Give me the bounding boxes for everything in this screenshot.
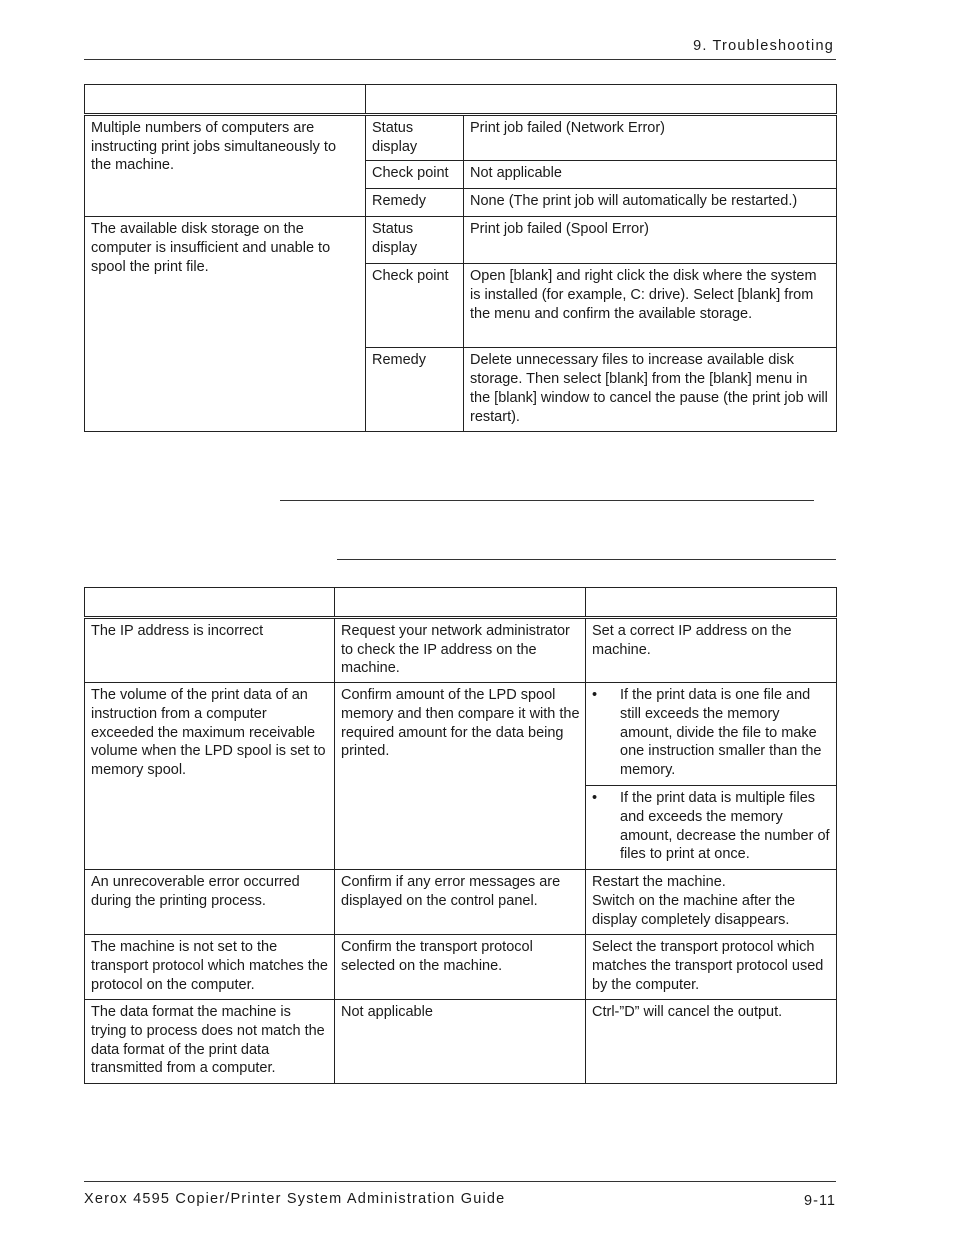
header-cell-cause bbox=[85, 85, 366, 115]
heading-rule-1 bbox=[280, 500, 814, 501]
error-table-1 bbox=[84, 84, 837, 432]
row-text: Print job failed (Network Error) bbox=[464, 115, 837, 161]
header-cell-remedy bbox=[586, 588, 837, 618]
header-cell-cause bbox=[85, 588, 335, 618]
bullet-text: If the print data is multiple files and exceeds the memory amount, decrease the number of files to print at once. bbox=[620, 790, 830, 863]
footer-title: Xerox 4595 Copier/Printer System Administration Guide bbox=[84, 1191, 506, 1207]
table-row bbox=[85, 683, 837, 786]
header-rule bbox=[84, 59, 836, 60]
bullet-glyph: • bbox=[592, 687, 598, 704]
remedy-cell: Set a correct IP address on the machine. bbox=[586, 618, 837, 683]
page-number: 9-11 bbox=[804, 1193, 836, 1209]
running-header: 9. Troubleshooting bbox=[693, 38, 834, 54]
remedy-cell bbox=[586, 870, 837, 935]
table-header-row bbox=[85, 588, 837, 618]
heading-rule-2 bbox=[337, 559, 836, 560]
row-label: Check point bbox=[366, 161, 464, 189]
row-label: Status display bbox=[366, 115, 464, 161]
cause-cell: An unrecoverable error occurred during the printing process. bbox=[85, 870, 335, 935]
cause-cell: Multiple numbers of computers are instructing print jobs simultaneously to the machine. bbox=[85, 115, 366, 217]
cause-cell: The available disk storage on the computer is insufficient and unable to spool the print file. bbox=[85, 217, 366, 432]
remedy-cell: Ctrl-”D” will cancel the output. bbox=[586, 1000, 837, 1084]
table-row bbox=[85, 115, 837, 161]
cause-cell: The machine is not set to the transport protocol which matches the protocol on the computer. bbox=[85, 935, 335, 1000]
remedy-cell bbox=[586, 786, 837, 870]
table-header-row bbox=[85, 85, 837, 115]
table-row bbox=[85, 217, 837, 264]
bullet-item bbox=[592, 686, 831, 780]
check-cell: Confirm amount of the LPD spool memory and then compare it with the required amount for the data being printed. bbox=[335, 683, 586, 870]
row-text: Open [blank] and right click the disk where the system is installed (for example, C: drive). Select [blank] from the menu and confirm the available storage. bbox=[464, 264, 837, 348]
remedy-cell: Select the transport protocol which matches the transport protocol used by the computer. bbox=[586, 935, 837, 1000]
error-table-2 bbox=[84, 587, 837, 1084]
header-cell-check bbox=[335, 588, 586, 618]
bullet-item bbox=[592, 789, 831, 864]
cause-cell: The volume of the print data of an instruction from a computer exceeded the maximum receivable volume when the LPD spool is set to memory spool. bbox=[85, 683, 335, 870]
row-text: None (The print job will automatically be restarted.) bbox=[464, 189, 837, 217]
table-row bbox=[85, 935, 837, 1000]
row-text: Delete unnecessary files to increase available disk storage. Then select [blank] from the [blank] menu in the [blank] window to cancel the pause (the print job will restart). bbox=[464, 348, 837, 432]
bullet-glyph: • bbox=[592, 790, 598, 807]
remedy-cell bbox=[586, 683, 837, 786]
check-cell: Confirm the transport protocol selected on the machine. bbox=[335, 935, 586, 1000]
row-label: Remedy bbox=[366, 348, 464, 432]
row-label: Check point bbox=[366, 264, 464, 348]
cause-cell: The data format the machine is trying to process does not match the data format of the print data transmitted from a computer. bbox=[85, 1000, 335, 1084]
footer-rule bbox=[84, 1181, 836, 1182]
header-cell-details bbox=[366, 85, 837, 115]
check-cell: Request your network administrator to check the IP address on the machine. bbox=[335, 618, 586, 683]
table-row bbox=[85, 870, 837, 935]
table-row bbox=[85, 1000, 837, 1084]
row-label: Remedy bbox=[366, 189, 464, 217]
bullet-text: If the print data is one file and still exceeds the memory amount, divide the file to make one instruction smaller than the memory. bbox=[620, 687, 822, 778]
check-cell: Confirm if any error messages are displayed on the control panel. bbox=[335, 870, 586, 935]
remedy-line: Restart the machine. bbox=[592, 874, 726, 891]
cause-cell: The IP address is incorrect bbox=[85, 618, 335, 683]
table-row bbox=[85, 618, 837, 683]
row-label: Status display bbox=[366, 217, 464, 264]
check-cell: Not applicable bbox=[335, 1000, 586, 1084]
remedy-line: Switch on the machine after the display completely disappears. bbox=[592, 892, 796, 928]
row-text: Print job failed (Spool Error) bbox=[464, 217, 837, 264]
row-text: Not applicable bbox=[464, 161, 837, 189]
